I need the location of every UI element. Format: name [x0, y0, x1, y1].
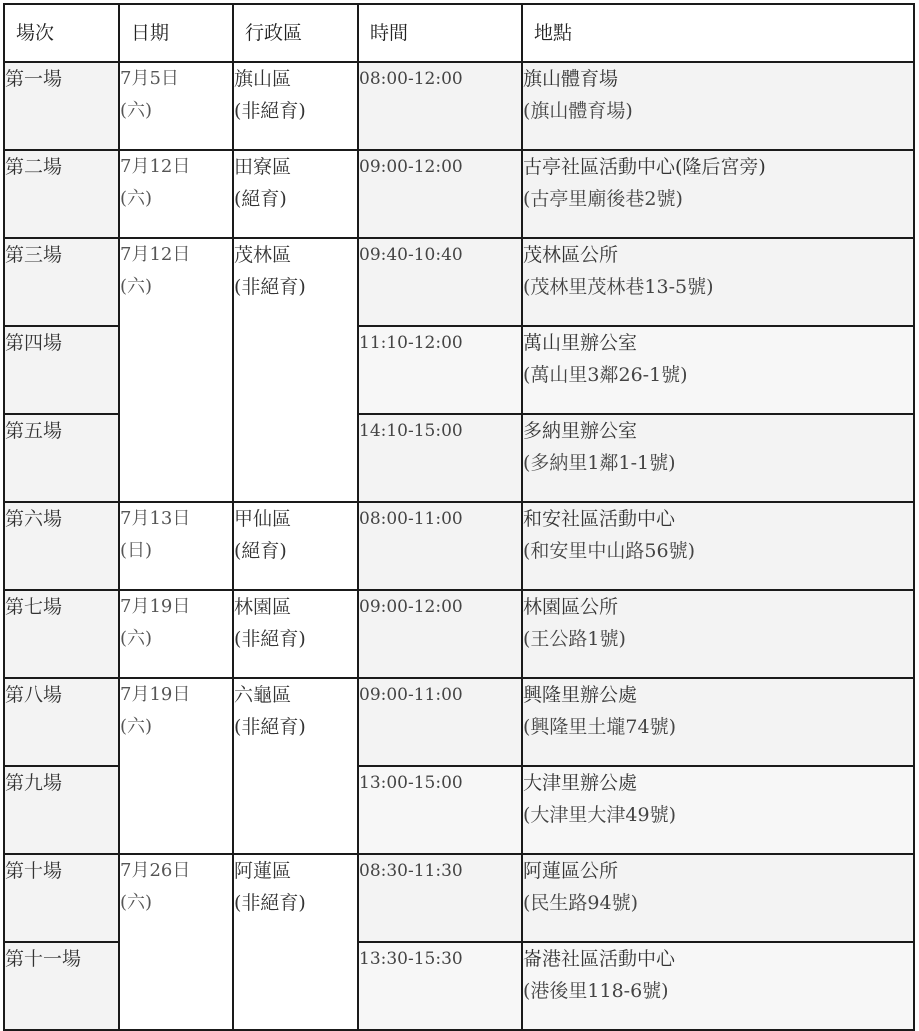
district-name: 茂林區	[234, 244, 292, 266]
location-cell	[522, 590, 914, 678]
date-text: 7月19日	[120, 684, 191, 705]
location-cell	[522, 502, 914, 590]
district-cell	[233, 150, 358, 238]
session-cell: 第八場	[4, 678, 119, 766]
session-cell: 第七場	[4, 590, 119, 678]
header-district: 行政區	[233, 4, 358, 62]
date-text: 7月19日	[120, 596, 191, 617]
header-location: 地點	[522, 4, 914, 62]
district-type: (非絕育)	[234, 628, 306, 650]
session-cell: 第一場	[4, 62, 119, 150]
location-address: (民生路94號)	[523, 892, 639, 914]
time-cell: 08:00-11:00	[358, 502, 522, 590]
date-cell	[119, 502, 233, 590]
table-row	[4, 590, 914, 678]
date-text: 7月13日	[120, 508, 191, 529]
location-address: (王公路1號)	[523, 628, 626, 650]
session-cell: 第四場	[4, 326, 119, 414]
session-cell: 第十一場	[4, 942, 119, 1030]
session-cell: 第五場	[4, 414, 119, 502]
district-name: 阿蓮區	[234, 860, 292, 882]
header-time: 時間	[358, 4, 522, 62]
district-type: (絕育)	[234, 188, 287, 210]
header-session: 場次	[4, 4, 119, 62]
weekday-text: (六)	[120, 716, 153, 737]
district-name: 林園區	[234, 596, 292, 618]
date-cell	[119, 678, 233, 854]
date-text: 7月12日	[120, 244, 191, 265]
date-text: 7月5日	[120, 68, 179, 89]
session-cell: 第三場	[4, 238, 119, 326]
table-row	[4, 502, 914, 590]
location-address: (茂林里茂林巷13-5號)	[523, 276, 714, 298]
location-name: 林園區公所	[523, 596, 619, 618]
weekday-text: (六)	[120, 100, 153, 121]
district-cell	[233, 590, 358, 678]
location-cell	[522, 766, 914, 854]
time-cell: 11:10-12:00	[358, 326, 522, 414]
district-type: (非絕育)	[234, 716, 306, 738]
time-cell: 09:40-10:40	[358, 238, 522, 326]
location-address: (多納里1鄰1-1號)	[523, 452, 676, 474]
weekday-text: (六)	[120, 628, 153, 649]
table-header-row	[4, 4, 914, 62]
header-date: 日期	[119, 4, 233, 62]
date-text: 7月26日	[120, 860, 191, 881]
district-cell	[233, 238, 358, 502]
weekday-text: (六)	[120, 276, 153, 297]
location-cell	[522, 238, 914, 326]
time-cell: 14:10-15:00	[358, 414, 522, 502]
session-cell: 第二場	[4, 150, 119, 238]
date-cell	[119, 590, 233, 678]
district-type: (絕育)	[234, 540, 287, 562]
weekday-text: (六)	[120, 188, 153, 209]
time-cell: 09:00-12:00	[358, 590, 522, 678]
date-text: 7月12日	[120, 156, 191, 177]
location-address: (興隆里土壠74號)	[523, 716, 677, 738]
time-cell: 08:00-12:00	[358, 62, 522, 150]
date-cell	[119, 150, 233, 238]
table-row	[4, 62, 914, 150]
table-row	[4, 150, 914, 238]
location-address: (和安里中山路56號)	[523, 540, 696, 562]
location-name: 和安社區活動中心	[523, 508, 676, 530]
location-cell	[522, 326, 914, 414]
district-cell	[233, 502, 358, 590]
district-type: (非絕育)	[234, 100, 306, 122]
time-cell: 08:30-11:30	[358, 854, 522, 942]
location-name: 阿蓮區公所	[523, 860, 619, 882]
location-cell	[522, 62, 914, 150]
location-address: (旗山體育場)	[523, 100, 633, 122]
location-name: 崙港社區活動中心	[523, 948, 676, 970]
district-type: (非絕育)	[234, 892, 306, 914]
location-cell	[522, 150, 914, 238]
table-row	[4, 678, 914, 766]
location-cell	[522, 854, 914, 942]
location-name: 茂林區公所	[523, 244, 619, 266]
location-name: 興隆里辦公處	[523, 684, 638, 706]
location-name: 萬山里辦公室	[523, 332, 638, 354]
date-cell	[119, 62, 233, 150]
district-name: 甲仙區	[234, 508, 292, 530]
table-row	[4, 854, 914, 942]
district-cell	[233, 854, 358, 1030]
time-cell: 09:00-11:00	[358, 678, 522, 766]
district-cell	[233, 678, 358, 854]
district-cell	[233, 62, 358, 150]
weekday-text: (六)	[120, 892, 153, 913]
session-cell: 第九場	[4, 766, 119, 854]
session-cell: 第六場	[4, 502, 119, 590]
location-name: 多納里辦公室	[523, 420, 638, 442]
location-address: (古亭里廟後巷2號)	[523, 188, 683, 210]
location-name: 旗山體育場	[523, 68, 619, 90]
district-name: 六龜區	[234, 684, 292, 706]
schedule-table	[3, 3, 915, 1031]
location-cell	[522, 414, 914, 502]
location-name: 古亭社區活動中心(隆后宮旁)	[523, 156, 766, 178]
session-cell: 第十場	[4, 854, 119, 942]
district-type: (非絕育)	[234, 276, 306, 298]
district-name: 旗山區	[234, 68, 292, 90]
date-cell	[119, 854, 233, 1030]
time-cell: 13:30-15:30	[358, 942, 522, 1030]
weekday-text: (日)	[120, 540, 153, 561]
time-cell: 09:00-12:00	[358, 150, 522, 238]
location-address: (港後里118-6號)	[523, 980, 669, 1002]
location-name: 大津里辦公處	[523, 772, 638, 794]
date-cell	[119, 238, 233, 502]
time-cell: 13:00-15:00	[358, 766, 522, 854]
location-address: (大津里大津49號)	[523, 804, 677, 826]
location-address: (萬山里3鄰26-1號)	[523, 364, 688, 386]
district-name: 田寮區	[234, 156, 292, 178]
table-row	[4, 238, 914, 326]
location-cell	[522, 678, 914, 766]
location-cell	[522, 942, 914, 1030]
